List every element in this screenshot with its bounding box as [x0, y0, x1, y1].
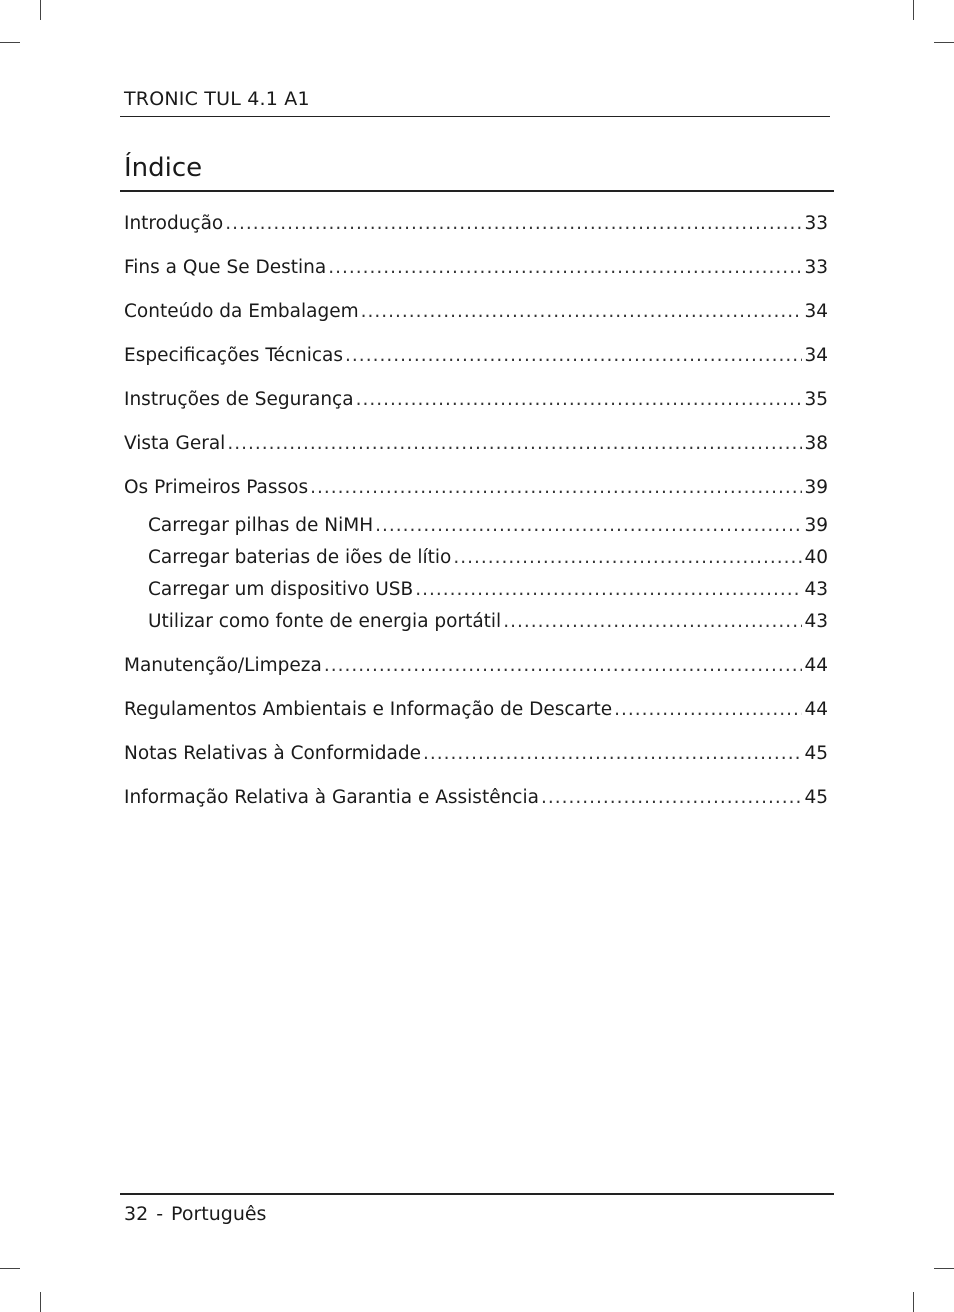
toc-leader-dots	[541, 784, 803, 812]
toc-subentry[interactable]	[124, 544, 828, 572]
toc-entry-label: Vista Geral	[124, 433, 226, 454]
page-footer	[124, 1203, 266, 1225]
toc-entry-page: 43	[804, 579, 828, 600]
toc-entry-page: 44	[804, 699, 828, 720]
footer-separator: -	[156, 1203, 164, 1225]
page-number: 32	[124, 1203, 149, 1225]
toc-entry-page: 43	[804, 611, 828, 632]
toc-entry[interactable]	[124, 210, 828, 238]
toc-entry-page: 34	[804, 345, 828, 366]
toc-entry-page: 33	[804, 257, 828, 278]
toc-entry-label: Introdução	[124, 213, 224, 234]
toc-entry[interactable]	[124, 474, 828, 502]
toc-subentry[interactable]	[124, 608, 828, 636]
toc-entry[interactable]	[124, 740, 828, 768]
toc-leader-dots	[356, 386, 803, 414]
toc-leader-dots	[361, 298, 803, 326]
toc-entry-label: Os Primeiros Passos	[124, 477, 309, 498]
toc-entry-page: 39	[804, 515, 828, 536]
crop-mark	[0, 42, 20, 43]
toc-entry-label: Notas Relativas à Conformidade	[124, 743, 422, 764]
toc-leader-dots	[328, 254, 802, 282]
running-header: TRONIC TUL 4.1 A1	[124, 88, 310, 110]
toc-entry-page: 34	[804, 301, 828, 322]
toc-entry-label: Fins a Que Se Destina	[124, 257, 327, 278]
toc-leader-dots	[503, 608, 802, 636]
toc-entry-label: Carregar baterias de iões de lítio	[148, 547, 452, 568]
toc-leader-dots	[423, 740, 802, 768]
toc-entry[interactable]	[124, 298, 828, 326]
toc-entry-label: Conteúdo da Embalagem	[124, 301, 359, 322]
toc-entry-label: Manutenção/Limpeza	[124, 655, 322, 676]
toc-entry-page: 44	[804, 655, 828, 676]
crop-mark	[40, 1292, 41, 1312]
toc-leader-dots	[227, 430, 802, 458]
toc-entry-label: Regulamentos Ambientais e Informação de Descarte	[124, 699, 613, 720]
crop-mark	[913, 0, 914, 20]
table-of-contents	[124, 210, 828, 812]
toc-entry-page: 35	[804, 389, 828, 410]
footer-rule	[120, 1193, 834, 1195]
header-rule	[120, 116, 830, 117]
toc-leader-dots	[415, 576, 802, 604]
toc-entry-page: 40	[804, 547, 828, 568]
toc-entry[interactable]	[124, 386, 828, 414]
toc-leader-dots	[453, 544, 802, 572]
toc-entry[interactable]	[124, 430, 828, 458]
toc-entry-label: Carregar pilhas de NiMH	[148, 515, 374, 536]
crop-mark	[913, 1292, 914, 1312]
crop-mark	[0, 1268, 20, 1269]
toc-entry[interactable]	[124, 696, 828, 724]
toc-entry[interactable]	[124, 342, 828, 370]
toc-leader-dots	[614, 696, 802, 724]
toc-subentry[interactable]	[124, 576, 828, 604]
toc-entry-label: Carregar um dispositivo USB	[148, 579, 414, 600]
crop-mark	[934, 1268, 954, 1269]
toc-entry-page: 38	[804, 433, 828, 454]
toc-subentry[interactable]	[124, 512, 828, 540]
toc-entry-label: Especificações Técnicas	[124, 345, 344, 366]
toc-entry-page: 45	[804, 787, 828, 808]
toc-leader-dots	[310, 474, 802, 502]
toc-entry-page: 45	[804, 743, 828, 764]
toc-entry-page: 33	[804, 213, 828, 234]
crop-mark	[40, 0, 41, 20]
toc-leader-dots	[324, 652, 803, 680]
toc-entry[interactable]	[124, 254, 828, 282]
page-title: Índice	[124, 153, 203, 183]
toc-entry-label: Informação Relativa à Garantia e Assistência	[124, 787, 539, 808]
toc-leader-dots	[225, 210, 802, 238]
crop-mark	[934, 42, 954, 43]
title-rule	[120, 190, 834, 192]
toc-entry[interactable]	[124, 784, 828, 812]
toc-entry-label: Utilizar como fonte de energia portátil	[148, 611, 502, 632]
toc-entry-page: 39	[804, 477, 828, 498]
toc-entry-label: Instruções de Segurança	[124, 389, 354, 410]
footer-language: Português	[171, 1203, 267, 1225]
toc-leader-dots	[345, 342, 802, 370]
toc-entry[interactable]	[124, 652, 828, 680]
toc-leader-dots	[375, 512, 802, 540]
